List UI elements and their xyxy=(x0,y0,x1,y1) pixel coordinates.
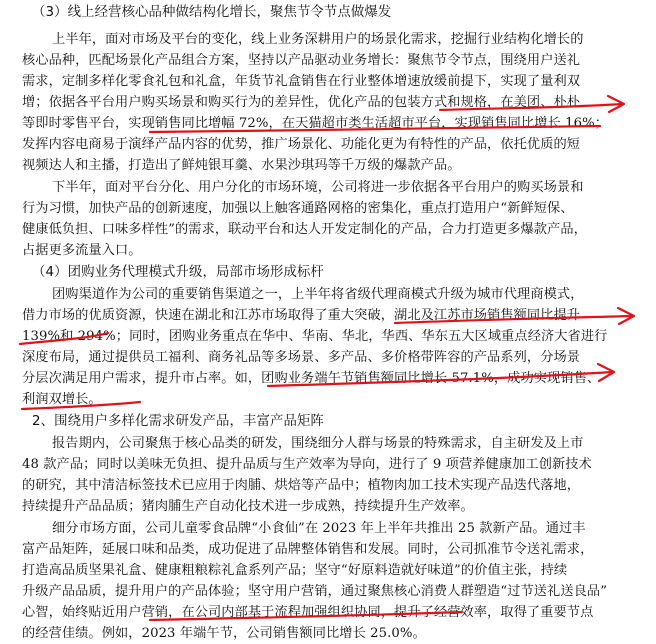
paragraph-line: 视频达人和主播，打造出了鲜炖银耳羹、水果沙琪玛等千万级的爆款产品。 xyxy=(22,158,461,173)
paragraph-line: 团购渠道作为公司的重要销售渠道之一，上半年将省级代理商模式升级为城市代理商模式， xyxy=(52,287,584,302)
paragraph-line: 报告期内，公司聚焦于核心品类的研发，围绕细分人群与场景的特殊需求，自主研发及上市 xyxy=(52,436,584,451)
paragraph-line: 升级产品品质，提升用户的产品体验；坚守用户营销，通过聚焦核心消费人群塑造“过节送礼送良品” xyxy=(22,584,608,599)
paragraph-line: 借力市场的优质资源，快速在湖北和江苏市场取得了重大突破，湖北及江苏市场销售额同比提升 xyxy=(22,308,581,323)
paragraph-line: 持续提升产品品质；猪肉脯生产自动化技术进一步成熟，持续提升生产效率。 xyxy=(22,499,474,514)
paragraph-line: 下半年，面对平台分化、用户分化的市场环境，公司将进一步依据各平台用户的购买场景和 xyxy=(52,180,584,195)
section-heading-online: （3）线上经营核心品种做结构化增长，聚焦节令节点做爆发 xyxy=(32,5,392,20)
paragraph-line: 48 款产品；同时以美味无负担、提升品质与生产效率为导向，进行了 9 项营养健康加工创新技术 xyxy=(22,457,592,472)
paragraph-line: 行为习惯，加快产品的创新速度，加强以上触客通路网格的密集化，重点打造用户“新鲜短保、 xyxy=(22,201,574,216)
paragraph-line: 核心品种，匹配场景化产品组合方案，坚持以产品驱动业务增长：聚焦节令节点，围绕用户送礼 xyxy=(22,53,581,68)
paragraph-line: 的研究，其中清洁标签技术已应用于肉脯、烘焙等产品中；植物肉加工技术实现产品迭代落地， xyxy=(22,478,581,493)
paragraph-line: 139%和 294%；同时，团购业务重点在华中、华南、华北，华西、华东五大区域重点经济大省进行 xyxy=(22,329,608,344)
paragraph-line: 健康低负担、口味多样性”的需求，联动平台和达人开发定制化的产品，合力打造更多爆款产品， xyxy=(22,222,587,237)
paragraph-line: 分层次满足用户需求，提升市占率。如，团购业务端午节销售额同比增长 57.1%，成功实现销售、 xyxy=(22,371,601,386)
paragraph-line: 细分市场方面，公司儿童零食品牌“小食仙”在 2023 年上半年共推出 25 款新产品。通过丰 xyxy=(52,521,586,536)
paragraph-line: 利润双增长。 xyxy=(22,392,102,407)
paragraph-line: 需求，定制多样化零食礼包和礼盒，年货节礼盒销售在行业整体增速放缓前提下，实现了量利双 xyxy=(22,74,581,89)
paragraph-line: 增；依据各平台用户购买场景和购买行为的差异性，优化产品的包装方式和规格，在美团、朴朴 xyxy=(22,95,581,110)
paragraph-line: 发挥内容电商易于演绎产品内容的优势，推广场景化、功能化更为有特性的产品，依托优质的短 xyxy=(22,137,581,152)
paragraph-line: 富产品矩阵，延展口味和品类，成功促进了品牌整体销售和发展。同时，公司抓准节令送礼需求， xyxy=(22,542,594,557)
paragraph-line: 的经营佳绩。例如，2023 年端午节，公司销售额同比增长 25.0%。 xyxy=(22,626,426,641)
section-heading-rnd: 2、围绕用户多样化需求研发产品，丰富产品矩阵 xyxy=(32,414,324,429)
paragraph-line: 心智，始终贴近用户营销，在公司内部基于流程加强组织协同，提升了经营效率，取得了重要节点 xyxy=(22,605,594,620)
paragraph-line: 上半年，面对市场及平台的变化，线上业务深耕用户的场景化需求，挖掘行业结构化增长的 xyxy=(52,32,584,47)
paragraph-line: 打造高品质坚果礼盒、健康粗粮粽礼盒系列产品；坚守“好原料造就好味道”的价值主张，持续 xyxy=(22,563,568,578)
paragraph-line: 等即时零售平台，实现销售同比增幅 72%，在天猫超市类生活超市平台，实现销售同比增长 16%； xyxy=(22,116,609,131)
paragraph-line: 占据更多流量入口。 xyxy=(22,243,142,258)
section-heading-group-buy: （4）团购业务代理模式升级，局部市场形成标杆 xyxy=(32,265,324,280)
paragraph-line: 深度布局，通过提供员工福利、商务礼品等多场景、多产品、多价格带阵容的产品系列，分场景 xyxy=(22,350,581,365)
